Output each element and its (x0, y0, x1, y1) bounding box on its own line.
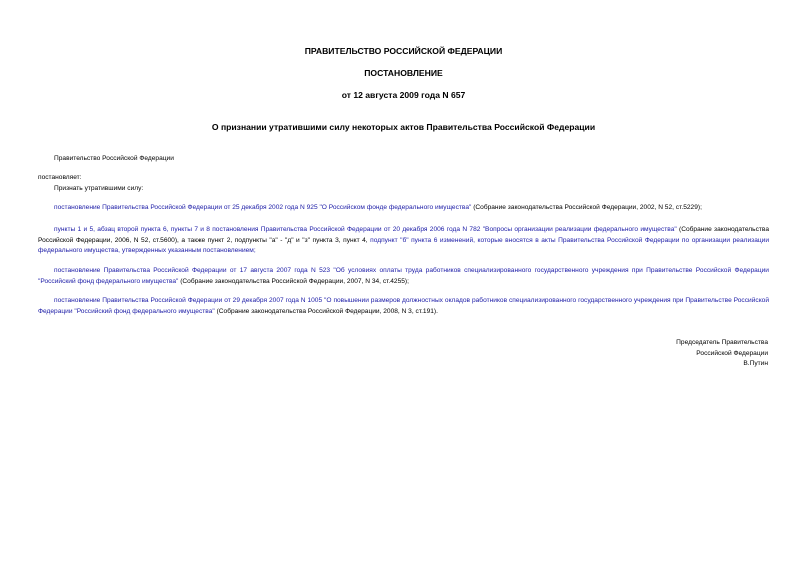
item-2-source: (Собрание законодательства Российской Федерации, 2006, N 52, ст.5600), а также пункт 2, подпункты "а" - "д" и "з" пункта 3, пункт 4, (38, 226, 769, 244)
item-3-link[interactable]: постановление Правительства Российской Федерации от 17 августа 2007 года N 523 "Об условиях оплаты труда работников специализированного государственного учреждения при Правительстве Российской Федерации "Российский фонд федерального имущества" (38, 267, 769, 285)
repealed-item-2 (38, 225, 769, 257)
document-date-number: от 12 августа 2009 года N 657 (341, 90, 466, 100)
item-4-source: (Собрание законодательства Российской Федерации, 2008, N 3, ст.191). (214, 307, 438, 315)
repealed-item-1 (38, 203, 769, 214)
item-1-link[interactable]: постановление Правительства Российской Федерации от 25 декабря 2002 года N 925 "О Российском фонде федерального имущества" (54, 204, 472, 211)
repealed-item-4 (38, 296, 769, 317)
document-title: О признании утратившими силу некоторых актов Правительства Российской Федерации (211, 122, 596, 132)
item-3-source: (Собрание законодательства Российской Федерации, 2007, N 34, ст.4255); (178, 277, 409, 285)
preamble-repeal: Признать утратившими силу: (54, 185, 144, 192)
preamble-decrees: постановляет: (38, 174, 82, 181)
document-type: ПОСТАНОВЛЕНИЕ (364, 68, 443, 78)
item-1-source: (Собрание законодательства Российской Федерации, 2002, N 52, ст.5229); (471, 204, 702, 211)
signature-organization: Российской Федерации (696, 349, 768, 357)
repealed-item-3 (38, 266, 769, 287)
signature-block (676, 338, 768, 370)
signature-name: В.Путин (743, 360, 768, 368)
government-heading: ПРАВИТЕЛЬСТВО РОССИЙСКОЙ ФЕДЕРАЦИИ (304, 46, 503, 56)
item-4-link[interactable]: постановление Правительства Российской Федерации от 29 декабря 2007 года N 1005 "О повышении размеров должностных окладов работников специализированного государственного учреждения при Правительстве Российской Федерации "Российский фонд федерального имущества" (38, 297, 769, 315)
signature-title: Председатель Правительства (676, 339, 768, 346)
preamble-government: Правительство Российской Федерации (54, 155, 174, 162)
item-2-link[interactable]: пункты 1 и 5, абзац второй пункта 6, пункты 7 и 8 постановления Правительства Российской Федерации от 20 декабря 2006 года N 782 "Вопросы организации реализации федерального имущества" (54, 226, 677, 233)
item-2-link-2[interactable]: подпункт "б" пункта 6 изменений, которые вносятся в акты Правительства Российской Федерации по организации реализации федерального имущества, утвержденных указанным постановлением; (38, 236, 769, 255)
